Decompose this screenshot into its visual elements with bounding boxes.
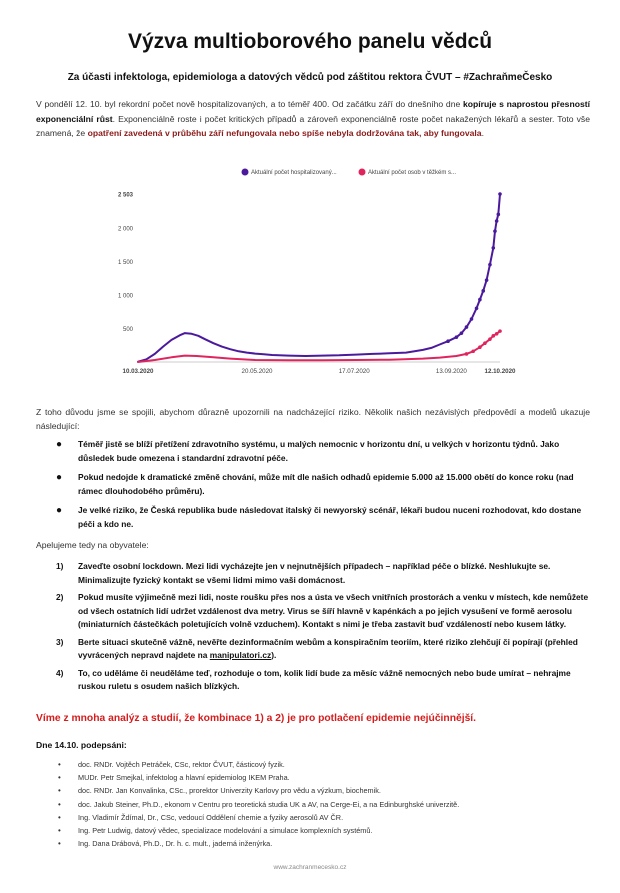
data-point <box>471 349 475 353</box>
y-tick-label: 1 000 <box>117 293 133 300</box>
y-tick-label: 1 500 <box>117 259 133 266</box>
bullet-icon: • <box>58 839 61 849</box>
series-line <box>138 194 500 362</box>
signer-name: Ing. Dana Drábová, Ph.D., Dr. h. c. mult., jaderná inženýrka. <box>78 839 273 849</box>
x-tick-label: 17.07.2020 <box>338 368 370 375</box>
x-tick-label: 13.09.2020 <box>435 368 467 375</box>
intro-bold-1: kopíruje s naprostou přesností exponenciální růst <box>36 99 590 124</box>
data-point <box>475 307 479 311</box>
intro-text-2: . Exponenciálně roste i počet kritických případů a zároveň exponenciálně roste počet nakažených lékařů a sester. Toto vše znamená, že <box>36 113 590 138</box>
data-point <box>483 341 487 345</box>
list-item <box>36 811 596 824</box>
item-number: 1) <box>56 561 64 571</box>
signatories-list <box>36 758 596 850</box>
list-item <box>36 784 596 797</box>
list-item <box>36 667 590 694</box>
legend-label: Aktuální počet hospitalizovaný... <box>251 170 337 177</box>
models-paragraph: Z toho důvodu jsme se spojili, abychom důrazně upozornili na nadcházející riziko. Několik našich nezávislých předpovědí a modelů ukazuje následující: <box>36 407 590 431</box>
data-point <box>460 331 464 335</box>
data-point <box>497 213 501 217</box>
bullet-icon: • <box>58 826 61 836</box>
bullet-icon: ● <box>56 472 63 483</box>
manipulatori-link[interactable]: manipulatori.cz <box>209 650 272 660</box>
appeal-list <box>36 560 590 698</box>
data-point <box>491 246 495 250</box>
list-item <box>36 560 590 587</box>
item-number: 2) <box>56 592 64 602</box>
signer-name: doc. Jakub Steiner, Ph.D., ekonom v Centru pro teoretická studia UK a AV, na Cerge-Ei, a na Edinburghské univerzitě. <box>78 799 460 809</box>
intro-paragraph <box>36 97 590 141</box>
signer-name: MUDr. Petr Smejkal, infektolog a hlavní epidemiolog IKEM Praha. <box>78 773 290 783</box>
list-item <box>36 636 590 663</box>
intro-text-3: . <box>481 128 484 138</box>
list-item <box>36 471 590 498</box>
series-line <box>138 331 500 362</box>
x-tick-label: 10.03.2020 <box>122 368 154 375</box>
y-tick-label: 2 503 <box>117 192 133 199</box>
signer-name: doc. RNDr. Jan Konvalinka, CSc., prorektor Univerzity Karlovy pro vědu a výzkum, biochemik. <box>78 786 381 796</box>
list-item <box>36 824 596 837</box>
x-tick-label: 12.10.2020 <box>484 368 516 375</box>
list-item-text: Pokud musíte výjimečně mezi lidi, noste roušku přes nos a ústa ve všech vnitřních prostorách a venku v místech, kde nemůžete od všech ostatních lidí udržet vzdálenost dva metry. Virus se šíří hlavně v kapénkách a po jejich vysušení ve formě aerosolu (miniaturních částečkách poletujících volně vzduchem). Kontakt s nimi je třeba zastavit buď vzdáleností nebo kusem látky. <box>78 592 589 629</box>
data-point <box>446 339 450 343</box>
list-item <box>36 504 590 531</box>
list-item <box>36 758 596 771</box>
signer-name: Ing. Petr Ludwig, datový vědec, specializace modelování a simulace komplexních systémů. <box>78 826 373 836</box>
intro-bold-2: opatření zavedená v průběhu září nefungovala nebo spíše nebyla dodržována tak, aby fungovala <box>87 128 482 138</box>
data-point <box>465 325 469 329</box>
page-subtitle: Za účasti infektologa, epidemiologa a datových vědců pod záštitou rektora ČVUT – #ZachraňmeČesko <box>67 72 553 83</box>
bullet-icon: • <box>58 760 61 769</box>
data-point <box>493 229 497 233</box>
data-point <box>488 263 492 267</box>
legend-marker <box>359 169 366 176</box>
bullet-icon: • <box>58 799 61 809</box>
data-point <box>491 334 495 338</box>
data-point <box>495 219 499 223</box>
signer-name: Ing. Vladimír Ždímal, Dr., CSc, vedoucí Oddělení chemie a fyziky aerosolů AV ČR. <box>78 812 344 822</box>
y-tick-label: 500 <box>122 326 133 333</box>
data-point <box>498 192 502 196</box>
y-tick-label: 2 000 <box>117 226 133 233</box>
item-number: 3) <box>56 636 64 647</box>
data-point <box>455 335 459 339</box>
conclusion-statement: Víme z mnoha analýz a studií, že kombinace 1) a 2) je pro potlačení epidemie nejúčinnější. <box>36 713 477 724</box>
list-item-text: Je velké riziko, že Česká republika bude následovat italský či newyorský scénář, lékaři budou nuceni rozhodovat, kdo dostane péči a kdo ne. <box>78 505 582 529</box>
data-point <box>495 332 499 336</box>
data-point <box>478 298 482 302</box>
list-item <box>36 591 590 632</box>
list-item-text-end: ). <box>271 650 277 660</box>
list-item <box>36 798 596 811</box>
list-item-text: Téměř jistě se blíží přetížení zdravotního systému, u malých nemocnic v horizontu dní, u velkých v horizontu týdnů. Jako důsledek bude omezena i standardní zdravotní péče. <box>78 439 560 463</box>
list-item <box>36 837 596 850</box>
page-title: Výzva multioborového panelu vědců <box>127 30 493 53</box>
bullet-icon: • <box>58 773 61 783</box>
legend-marker <box>242 169 249 176</box>
data-point <box>478 345 482 349</box>
intro-text-1: V pondělí 12. 10. byl rekordní počet nově hospitalizovaných, a to téměř 400. Od začátku září do dnešního dne <box>36 99 463 109</box>
signatories-heading: Dne 14.10. podepsáni: <box>36 740 127 750</box>
bullet-icon: • <box>58 786 61 796</box>
appeal-heading: Apelujeme tedy na obyvatele: <box>36 540 149 550</box>
signer-name: doc. RNDr. Vojtěch Petráček, CSc, rektor ČVUT, částicový fyzik. <box>78 760 285 769</box>
list-item-text: Zaveďte osobní lockdown. Mezi lidi vycházejte jen v nejnutnějších případech – například péče o blízké. Neshlukujte se. Minimalizujte fyzický kontakt se všemi lidmi mimo vaši domácnost. <box>78 561 551 585</box>
data-point <box>465 352 469 356</box>
data-point <box>485 278 489 282</box>
list-item <box>36 771 596 784</box>
hospitalization-chart <box>100 162 530 384</box>
legend-label: Aktuální počet osob v těžkém s... <box>368 170 457 177</box>
x-tick-label: 20.05.2020 <box>241 368 273 375</box>
list-item-text: Pokud nedojde k dramatické změně chování, může mít dle našich odhadů epidemie 5.000 až 15.000 obětí do konce roku (nad rámec dlouhodobého průměru). <box>78 472 574 496</box>
data-point <box>481 289 485 293</box>
prediction-list <box>36 438 590 537</box>
data-point <box>498 329 502 333</box>
bullet-icon: ● <box>56 439 63 450</box>
list-item <box>36 438 590 465</box>
list-item-text: To, co uděláme či neuděláme teď, rozhoduje o tom, kolik lidí bude za měsíc vážně nemocných nebo bude umírat – nehrajme ruskou ruletu s osudem našich blízkých. <box>78 667 571 691</box>
data-point <box>470 317 474 321</box>
list-item-text: Berte situaci skutečně vážně, nevěřte dezinformačním webům a konspiračním teoriím, které riziko zlehčují či popírají (přehled vyvrácených nepravd najdete na <box>78 636 578 660</box>
bullet-icon: ● <box>56 505 63 516</box>
item-number: 4) <box>56 667 64 678</box>
data-point <box>488 337 492 341</box>
bullet-icon: • <box>58 812 61 822</box>
footer-url: www.zachranmecesko.cz <box>273 864 347 871</box>
